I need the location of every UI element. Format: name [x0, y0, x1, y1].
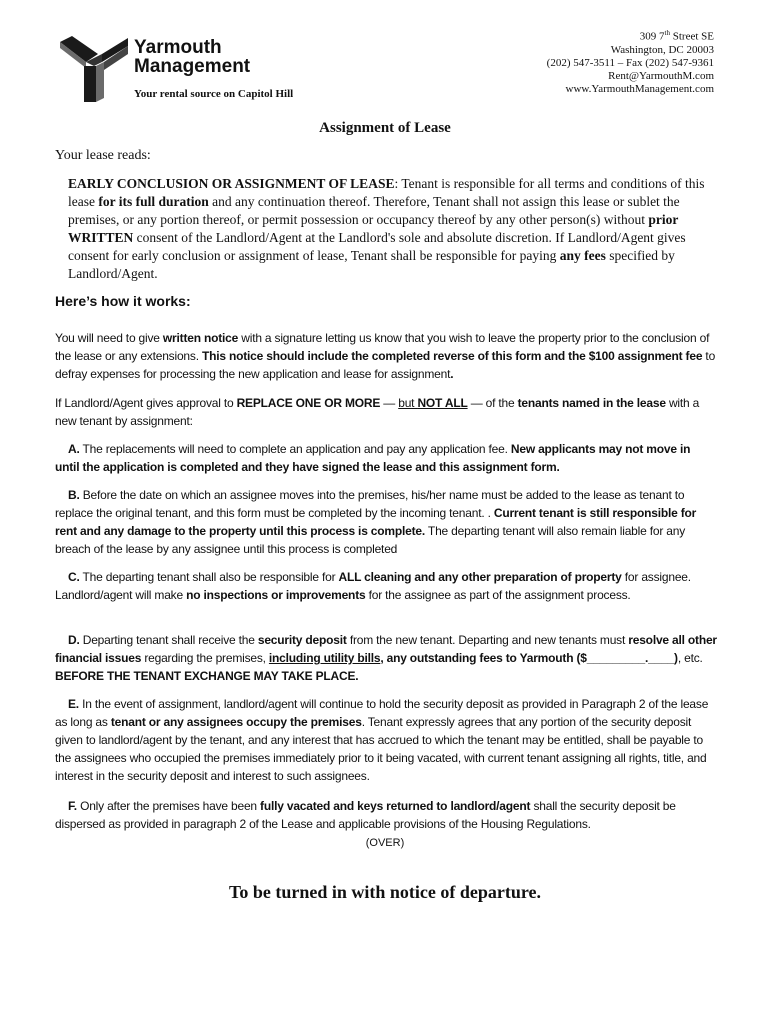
text: to defray expenses for processing the new application and lease for assignment: [55, 349, 716, 381]
brand-line-2: Management: [134, 56, 251, 77]
item-label: B.: [68, 488, 80, 502]
text: — of the: [467, 396, 518, 410]
text: The departing tenant shall also be responsible for: [79, 570, 339, 584]
clause-text: consent of the Landlord/Agent at the Landlord's sole and absolute discretion. If Landlord/Agent gives consent for early conclusion or assignment of lease, Tenant shall be responsible for paying: [68, 230, 686, 263]
street-number: 309 7: [639, 30, 665, 43]
clause-text: specified by Landlord/Agent.: [68, 248, 675, 281]
address-phone: (202) 547-3511 – Fax (202) 547-9361: [546, 56, 714, 69]
text: Departing tenant shall receive the: [79, 633, 258, 647]
address-web: www.YarmouthManagement.com: [565, 82, 714, 95]
text: for assignee. Landlord/agent will make: [55, 570, 691, 602]
underlined-text: but: [398, 396, 418, 410]
address-email: Rent@YarmouthM.com: [608, 69, 714, 82]
text: The departing tenant will also remain liable for any breach of the lease by any assignee until this process is completed: [55, 524, 686, 556]
text: The replacements will need to complete an application and pay any application fee.: [79, 442, 511, 456]
clause-bold: prior WRITTEN: [68, 212, 679, 245]
brand-line-1: Yarmouth: [134, 37, 222, 58]
lease-clause: [68, 175, 718, 283]
how-it-works-heading: Here’s how it works:: [55, 293, 191, 309]
bold-text: BEFORE THE TENANT EXCHANGE MAY TAKE PLACE.: [55, 669, 359, 683]
bold-text: This notice should include the completed reverse of this form and the $100 assignment fee: [201, 349, 703, 363]
bold-text: tenant or any assignees occupy the premises: [110, 715, 362, 729]
item-a: [55, 440, 717, 476]
item-c: [55, 568, 717, 604]
text: In the event of assignment, landlord/agent will continue to hold the security deposit as provided in Paragraph 2 of the lease as long as: [55, 697, 709, 729]
bold-text: ALL cleaning and any other preparation of property: [338, 570, 622, 584]
yarmouth-logo-icon: [58, 36, 130, 104]
text: If Landlord/Agent gives approval to: [55, 396, 237, 410]
text: —: [380, 396, 399, 410]
over-note: (OVER): [365, 837, 405, 849]
bold-text: resolve all other financial issues: [55, 633, 717, 665]
text: regarding the premises,: [141, 651, 269, 665]
bold-text: , any outstanding fees to Yarmouth ($_________.____): [380, 651, 678, 665]
street-name: Street SE: [670, 30, 714, 43]
address-block: [547, 27, 714, 96]
bold-text: security deposit: [257, 633, 347, 647]
underlined-bold-text: NOT ALL: [417, 396, 468, 410]
paragraph-approval: [55, 394, 717, 430]
item-label: D.: [68, 633, 80, 647]
bold-text: REPLACE ONE OR MORE: [236, 396, 381, 410]
clause-bold: for its full duration: [98, 194, 209, 209]
item-label: A.: [68, 442, 80, 456]
footer-instruction: To be turned in with notice of departure.: [228, 882, 541, 902]
text: Only after the premises have been: [76, 799, 261, 813]
bold-text: fully vacated and keys returned to landlord/agent: [260, 799, 531, 813]
item-label: E.: [68, 697, 79, 711]
lease-reads-label: Your lease reads:: [55, 148, 151, 163]
paragraph-notice: [55, 329, 717, 383]
text: Before the date on which an assignee moves into the premises, his/her name must be added to the lease as tenant to replace the original tenant, and this form must be completed by the incoming tenant. .: [55, 488, 685, 520]
text: You will need to give: [55, 331, 163, 345]
item-f: [55, 797, 717, 833]
bold-text: tenants named in the lease: [517, 396, 666, 410]
underlined-bold-text: including utility bills: [268, 651, 381, 665]
address-city: Washington, DC 20003: [610, 43, 714, 56]
bold-text: .: [450, 367, 454, 381]
item-label: F.: [68, 799, 77, 813]
item-e: [55, 695, 717, 785]
text: from the new tenant. Departing and new tenants must: [346, 633, 629, 647]
clause-bold: any fees: [559, 248, 606, 263]
bold-text: New applicants may not move in until the application is completed and they have signed the lease and this assignment form.: [55, 442, 691, 474]
item-d: [55, 631, 717, 685]
text: , etc.: [677, 651, 703, 665]
brand-name: [134, 38, 250, 76]
bold-text: written notice: [162, 331, 239, 345]
street-ordinal: th: [664, 29, 670, 37]
clause-heading: EARLY CONCLUSION OR ASSIGNMENT OF LEASE: [68, 176, 395, 191]
clause-text: : Tenant is responsible for all terms and conditions of this lease: [68, 176, 705, 209]
text: shall the security deposit be dispersed as provided in paragraph 2 of the Lease and applicable provisions of the Housing Regulations.: [55, 799, 676, 831]
document-title: Assignment of Lease: [319, 120, 451, 136]
clause-text: and any continuation thereof. Therefore, Tenant shall not assign this lease or sublet the premises, or any portion thereof, or permit possession or occupancy thereof by any other person(s) without: [68, 194, 680, 227]
bold-text: Current tenant is still responsible for rent and any damage to the property until this process is complete.: [55, 506, 697, 538]
text: with a new tenant by assignment:: [55, 396, 700, 428]
text: . Tenant expressly agrees that any portion of the security deposit given to landlord/agent by the tenant, and any interest that has accrued to which the tenant may be entitled, shall be payable to the assignees who occupied the premises immediately prior to it being vacated, with current tenant assigning all rights, title, and interest in the security deposit and interest to such assignees.: [55, 715, 707, 783]
text: for the assignee as part of the assignment process.: [365, 588, 631, 602]
bold-text: no inspections or improvements: [186, 588, 366, 602]
tagline: Your rental source on Capitol Hill: [134, 88, 294, 100]
item-b: [55, 486, 717, 558]
text: with a signature letting us know that you wish to leave the property prior to the conclusion of the lease or any extensions.: [55, 331, 710, 363]
address-street: [547, 27, 714, 44]
item-label: C.: [68, 570, 80, 584]
